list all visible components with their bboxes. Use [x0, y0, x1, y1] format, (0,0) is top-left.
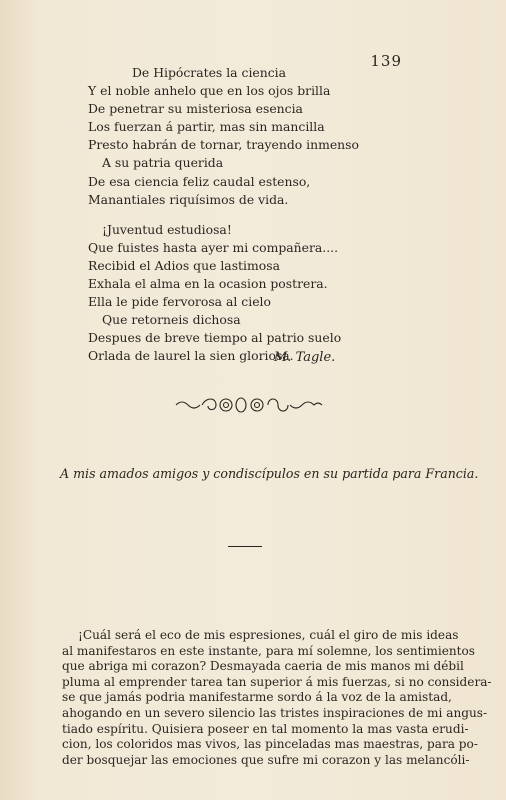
- poem-stanza: [88, 64, 388, 209]
- poem-line: Los fuerzan á partir, mas sin mancilla: [88, 119, 325, 135]
- prose-paragraph: [62, 628, 492, 768]
- poem-line: De penetrar su misteriosa esencia: [88, 101, 303, 117]
- poem-line: Manantiales riquísimos de vida.: [88, 191, 289, 207]
- poem-stanza: [88, 221, 388, 366]
- poem-line: ¡Juventud estudiosa!: [102, 221, 232, 237]
- prose-line: cion, los coloridos mas vivos, las pinceladas mas maestras, para po-: [62, 737, 478, 752]
- poem-line: Que fuistes hasta ayer mi compañera....: [88, 239, 339, 255]
- dedication-heading: A mis amados amigos y condiscípulos en su partida para Francia.: [60, 466, 479, 481]
- prose-line: que abriga mi corazon? Desmayada caeria de mis manos mi débil: [62, 659, 464, 674]
- poem-line: Y el noble anhelo que en los ojos brilla: [88, 83, 331, 99]
- poem-line: Orlada de laurel la sien gloriosa.: [88, 348, 294, 364]
- prose-line: der bosquejar las emociones que sufre mi corazon y las melancóli-: [62, 752, 470, 767]
- poem-line: De Hipócrates la ciencia: [132, 65, 287, 80]
- page-number: 139: [370, 52, 402, 70]
- prose-line: tiado espíritu. Quisiera poseer en tal momento la mas vasta erudi-: [62, 721, 469, 736]
- poem-line: Exhala el alma en la ocasion postrera.: [88, 276, 328, 292]
- poem-line: Ella le pide fervorosa al cielo: [88, 294, 271, 310]
- poem: [88, 64, 388, 378]
- prose-line: al manifestaros en este instante, para mí solemne, los sentimientos: [62, 643, 476, 658]
- poem-line: Recibid el Adios que lastimosa: [88, 257, 280, 273]
- prose-line: pluma al emprender tarea tan superior á mis fuerzas, si no considera-: [62, 674, 492, 689]
- section-rule: [228, 546, 262, 547]
- ornament-divider: [174, 394, 324, 416]
- prose-line: ahogando en un severo silencio las tristes inspiraciones de mi angus-: [62, 705, 488, 720]
- poem-line: Que retorneis dichosa: [102, 312, 241, 328]
- poem-line: De esa ciencia feliz caudal estenso,: [88, 173, 311, 189]
- poem-line: Presto habrán de tornar, trayendo inmenso: [88, 137, 359, 153]
- poem-line: Despues de breve tiempo al patrio suelo: [88, 330, 342, 346]
- prose-line: se que jamás podria manifestarme sordo á la voz de la amistad,: [62, 690, 452, 705]
- poem-line: A su patria querida: [102, 155, 224, 171]
- prose-line: ¡Cuál será el eco de mis espresiones, cuál el giro de mis ideas: [78, 628, 459, 642]
- poem-signature: M. Tagle.: [274, 350, 336, 365]
